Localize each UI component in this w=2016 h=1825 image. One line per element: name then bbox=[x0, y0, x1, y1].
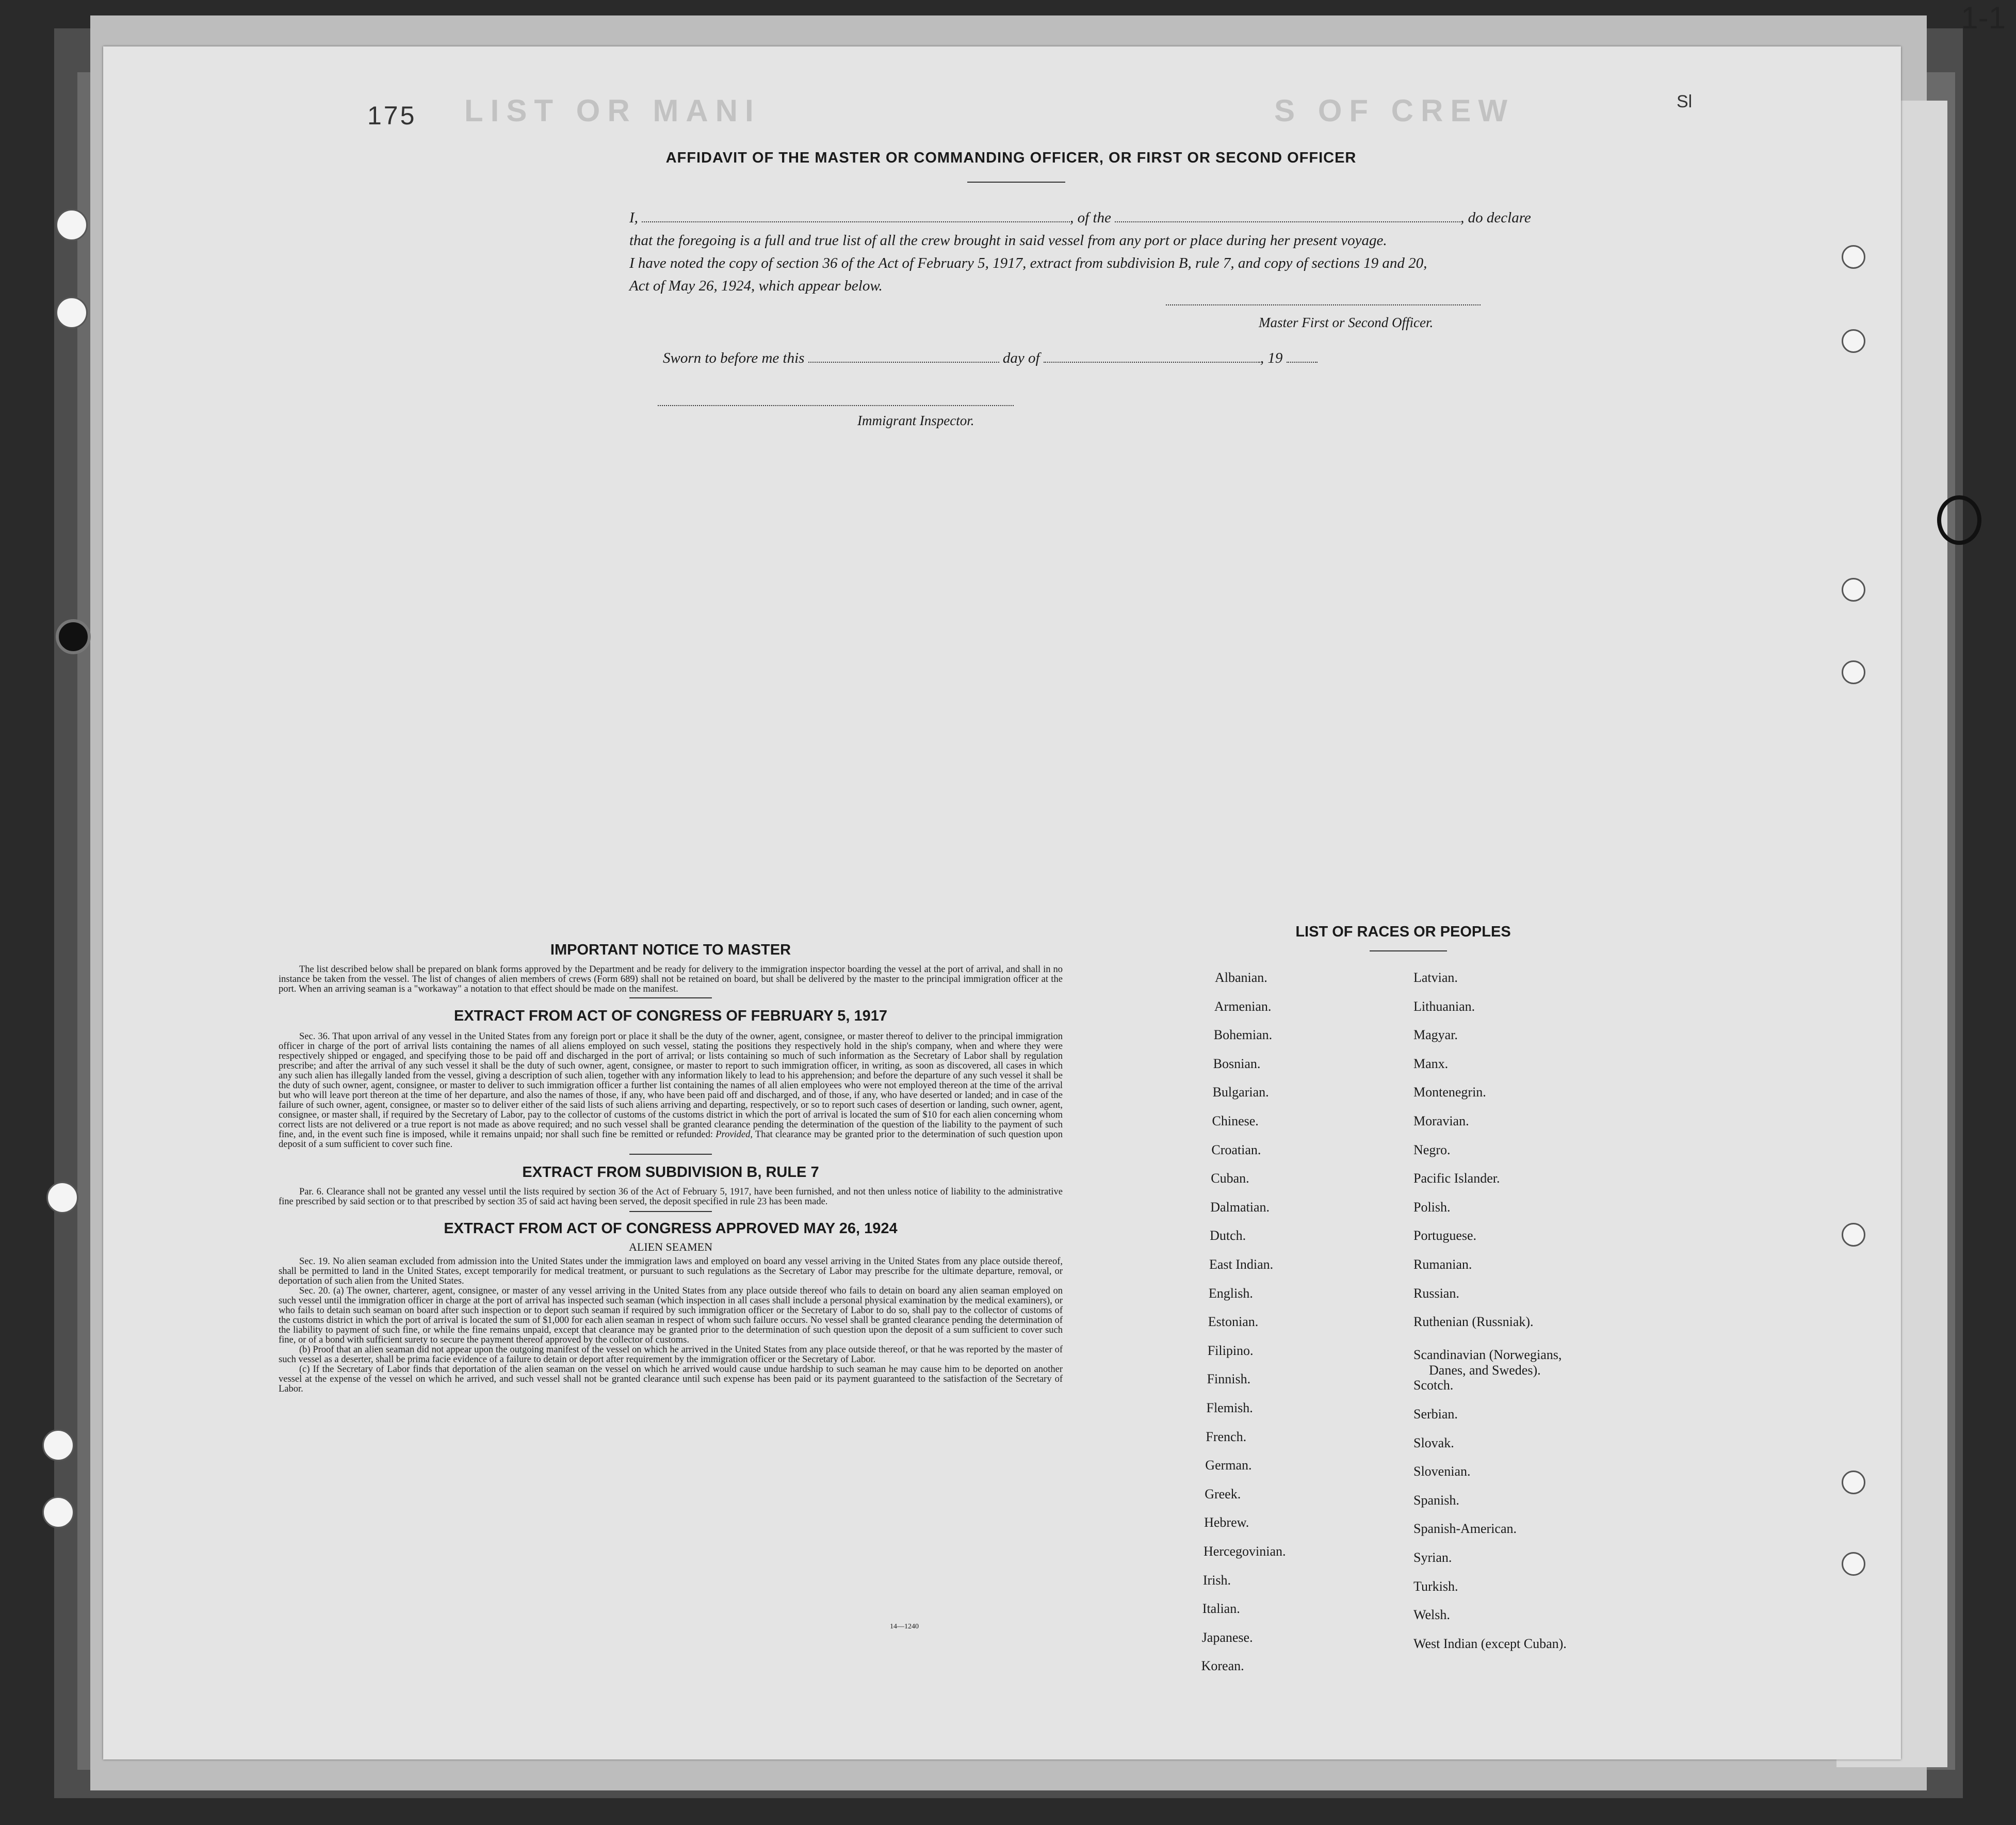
title-rule bbox=[967, 182, 1065, 183]
race-item: Korean. bbox=[1201, 1658, 1244, 1674]
race-item: Slovak. bbox=[1413, 1435, 1454, 1450]
affidavit-line3: I have noted the copy of section 36 of the Act of February 5, 1917, extract from subdivision B, rule 7, and copy of sections 19 and 20, bbox=[629, 255, 1427, 271]
binder-hole bbox=[42, 1496, 74, 1528]
race-item: Estonian. bbox=[1208, 1314, 1259, 1330]
race-item: Magyar. bbox=[1413, 1027, 1458, 1043]
race-item: Scandinavian (Norwegians, bbox=[1413, 1347, 1562, 1362]
race-item: Greek. bbox=[1205, 1486, 1241, 1501]
notice-body: The list described below shall be prepared on blank forms approved by the Department and be ready for delivery to the immigration inspector boarding the vessel at the port of arrival, and shall in no instance be taken from the vessel. The list of changes of alien members of crews (Form 689) shall not be retained on board, but shall be delivered by the master to the principal immigration officer at the port. When an arriving seaman is a "workaway" a notation to that effect should be made on the manifest. bbox=[279, 964, 1063, 994]
race-item: East Indian. bbox=[1209, 1257, 1274, 1272]
alien-seamen-subtitle: ALIEN SEAMEN bbox=[629, 1240, 712, 1253]
race-item: Dalmatian. bbox=[1210, 1199, 1270, 1215]
stamp-number: 175 bbox=[367, 101, 417, 130]
binder-hole bbox=[1937, 495, 1981, 545]
race-item: Serbian. bbox=[1413, 1407, 1458, 1422]
race-item: Welsh. bbox=[1413, 1607, 1450, 1623]
race-item: Bosnian. bbox=[1213, 1056, 1261, 1071]
race-item: Ruthenian (Russniak). bbox=[1413, 1314, 1534, 1330]
race-item: Finnish. bbox=[1207, 1371, 1251, 1387]
section-rule bbox=[629, 1154, 712, 1155]
race-item: Dutch. bbox=[1210, 1228, 1246, 1243]
sworn-day-of: day of bbox=[1002, 350, 1040, 366]
extract-1917-text-end: That clearance may be granted prior to the determination of such question upon deposit of a sum sufficient to cover such fine. bbox=[279, 1129, 1063, 1150]
sec19-body: Sec. 19. No alien seaman excluded from admission into the United States under the immigration laws and employed on board any vessel arriving in the United States from any place outside thereof, shall be permitted to land in the United States, except temporarily for medical treatment, or pursuant to such regulations as the Secretary of Labor may prescribe for the ultimate departure, removal, or deportation of such alien from the United States. bbox=[279, 1256, 1063, 1286]
extract-1924-title: EXTRACT FROM ACT OF CONGRESS APPROVED MAY 26, 1924 bbox=[444, 1220, 898, 1237]
bleed-through-text: S OF CREW bbox=[1274, 93, 1515, 128]
race-item: Flemish. bbox=[1206, 1400, 1253, 1415]
race-item: Chinese. bbox=[1212, 1113, 1259, 1128]
affidavit-of-the: , of the bbox=[1070, 209, 1111, 226]
notice-title: IMPORTANT NOTICE TO MASTER bbox=[550, 942, 791, 958]
race-item: German. bbox=[1205, 1458, 1252, 1473]
race-item: Lithuanian. bbox=[1413, 998, 1475, 1014]
affidavit-i: I, bbox=[629, 209, 638, 226]
race-item: Albanian. bbox=[1215, 970, 1267, 985]
sec20b-body: (b) Proof that an alien seaman did not appear upon the outgoing manifest of the vessel on which he arrived in the United States from any place outside thereof, or that he was reported by the master of such vessel as a deserter, shall be prima facie evidence of a failure to detain or deport after requirement by the immigration officer or the Secretary of Labor. bbox=[279, 1345, 1063, 1365]
binder-hole bbox=[1842, 1223, 1865, 1247]
affidavit-line4: Act of May 26, 1924, which appear below. bbox=[629, 278, 883, 294]
binder-hole bbox=[1842, 1471, 1865, 1494]
race-item: French. bbox=[1206, 1429, 1247, 1444]
binder-hole bbox=[56, 209, 88, 241]
race-item: Montenegrin. bbox=[1413, 1085, 1486, 1100]
race-item: West Indian (except Cuban). bbox=[1413, 1636, 1567, 1651]
binder-hole bbox=[42, 1429, 74, 1461]
affidavit-declare: , do declare bbox=[1460, 209, 1531, 226]
sworn-year-blank bbox=[1287, 362, 1318, 363]
sec20c-body: (c) If the Secretary of Labor finds that deportation of the alien seaman on the vessel on which he arrived would cause undue hardship to such seaman he may cause him to be deported on another vessel at the expense of the vessel on which he arrived, and such vessel shall not be granted clearance until such expense has been paid or its payment guaranteed to the satisfaction of the Secretary of Labor. bbox=[279, 1364, 1063, 1394]
sworn-year: , 19 bbox=[1260, 350, 1283, 366]
extract-1917-title: EXTRACT FROM ACT OF CONGRESS OF FEBRUARY 5, 1917 bbox=[453, 1008, 888, 1024]
signer-label: Master First or Second Officer. bbox=[1259, 315, 1434, 330]
signature-line bbox=[1166, 304, 1481, 305]
affidavit-line2: that the foregoing is a full and true list of all the crew brought in said vessel from any port or place during her present voyage. bbox=[629, 232, 1387, 249]
race-item: Bohemian. bbox=[1213, 1027, 1273, 1043]
race-item: Slovenian. bbox=[1413, 1464, 1471, 1479]
race-item: Filipino. bbox=[1207, 1343, 1254, 1358]
race-item: Turkish. bbox=[1413, 1578, 1458, 1594]
notice-section bbox=[279, 942, 1063, 1394]
race-item: Danes, and Swedes). bbox=[1429, 1362, 1541, 1378]
name-blank bbox=[642, 221, 1070, 222]
race-item: Cuban. bbox=[1211, 1171, 1249, 1186]
race-item: Croatian. bbox=[1211, 1142, 1261, 1157]
binder-hole bbox=[1842, 578, 1865, 602]
binder-hole bbox=[56, 619, 91, 654]
sworn-line bbox=[663, 350, 1318, 367]
inspector-label: Immigrant Inspector. bbox=[857, 413, 974, 428]
race-item: English. bbox=[1208, 1285, 1253, 1301]
provided-word: Provided, bbox=[716, 1129, 753, 1140]
binder-hole bbox=[1842, 1552, 1865, 1576]
race-item: Russian. bbox=[1413, 1285, 1459, 1301]
race-item: Irish. bbox=[1202, 1572, 1231, 1588]
sec20a-body: Sec. 20. (a) The owner, charterer, agent, consignee, or master of any vessel arriving in the United States from any place outside thereof who fails to detain on board any alien seaman employed on such vessel until the immigration officer in charge at the port of arrival has inspected such seaman (which inspection in all cases shall include a personal physical examination by the medical examiners), or who fails to detain such seaman on board after such inspection or to deport such seaman if required by such immigration officer or the Secretary of Labor to do so, shall pay to the collector of customs of the customs district in which the port of arrival is located the sum of $1,000 for each alien seaman in respect of whom such failure occurs. No vessel shall be granted clearance pending the determination of the liability to payment of such fine, or while the fine remains unpaid, except that clearance may be granted prior to the determination of such question upon the deposit of a sum sufficient to cover such fine, or of a bond with sufficient surety to secure the payment thereof approved by the collector of customs. bbox=[279, 1286, 1063, 1345]
race-item: Latvian. bbox=[1413, 970, 1458, 985]
affidavit-title: AFFIDAVIT OF THE MASTER OR COMMANDING OFFICER, OR FIRST OR SECOND OFFICER bbox=[665, 150, 1357, 166]
extract-1917-body bbox=[279, 1032, 1063, 1150]
race-item: Japanese. bbox=[1201, 1629, 1253, 1645]
affidavit-text bbox=[629, 206, 1609, 297]
races-rule bbox=[1370, 950, 1447, 951]
sworn-text: Sworn to before me this bbox=[663, 350, 805, 366]
races-title: LIST OF RACES OR PEOPLES bbox=[1295, 924, 1511, 940]
race-item: Polish. bbox=[1413, 1199, 1451, 1215]
section-rule bbox=[629, 997, 712, 998]
race-item: Manx. bbox=[1413, 1056, 1449, 1071]
binder-hole bbox=[46, 1182, 78, 1214]
corner-mark: 1-1 bbox=[1961, 1, 2006, 35]
bleed-through-text: LIST OR MANI bbox=[464, 93, 761, 128]
document-page bbox=[103, 46, 1901, 1759]
margin-mark: Sl bbox=[1677, 92, 1693, 111]
binder-hole bbox=[56, 297, 88, 329]
race-item: Scotch. bbox=[1413, 1378, 1454, 1393]
race-item: Spanish. bbox=[1413, 1492, 1459, 1508]
rule7-title: EXTRACT FROM SUBDIVISION B, RULE 7 bbox=[522, 1164, 819, 1181]
sworn-day-blank bbox=[808, 362, 999, 363]
binder-hole bbox=[1842, 245, 1865, 269]
race-item: Moravian. bbox=[1413, 1113, 1469, 1128]
race-item: Spanish-American. bbox=[1413, 1521, 1517, 1537]
race-item: Hercegovinian. bbox=[1204, 1544, 1286, 1559]
form-number: 14—1240 bbox=[890, 1623, 919, 1630]
race-item: Armenian. bbox=[1214, 998, 1272, 1014]
race-item: Negro. bbox=[1413, 1142, 1451, 1157]
binder-hole bbox=[1842, 660, 1865, 684]
sworn-month-blank bbox=[1044, 362, 1260, 363]
race-item: Portuguese. bbox=[1413, 1228, 1477, 1243]
race-item: Hebrew. bbox=[1204, 1515, 1249, 1530]
section-rule bbox=[629, 1211, 712, 1212]
race-item: Italian. bbox=[1202, 1601, 1240, 1617]
race-item: Syrian. bbox=[1413, 1550, 1452, 1565]
race-item: Rumanian. bbox=[1413, 1257, 1472, 1272]
race-item: Bulgarian. bbox=[1212, 1085, 1269, 1100]
race-item: Pacific Islander. bbox=[1413, 1171, 1500, 1186]
inspector-signature-line bbox=[658, 405, 1014, 406]
extract-1917-text: Sec. 36. That upon arrival of any vessel in the United States from any foreign port or place it shall be the duty of the owner, agent, consignee, or master thereof to deliver to the principal immigration officer in charge of the port of arrival lists containing the names of all aliens employed on such vessel, stating the positions they respectively hold in the ship's company, when and where they were respectively shipped or engaged, and specifying those to be paid off and discharged in the port of arrival; or lists containing so much of such information as the Secretary of Labor shall by regulation prescribe; and after the arrival of any such vessel it shall be the duty of such owner, agent, consignee, or master to report to such immigration officer, in writing, as soon as discovered, all cases in which any such alien has illegally landed from the vessel, giving a description of such alien, together with any information likely to lead to his apprehension; and before the departure of any such vessel it shall be the duty of such owner, agent, consignee, or master to deliver to such immigration officer a further list containing the names of all alien employees who were not employed thereon at the time of the arrival but who will leave port thereon at the time of her departure, and also the names of those, if any, who have been paid off and discharged, and of those, if any, who have deserted or landed; and in case of the failure of such owner, agent, consignee, or master so to deliver either of the said lists of such aliens arriving and departing, respectively, or so to report such cases of desertion or landing, such owner, agent, consignee, or master shall, if required by the Secretary of Labor, pay to the collector of customs of the customs district in which the port of arrival is located the sum of $10 for each alien concerning whom correct lists are not delivered or a true report is not made as above required; and no such vessel shall be granted clearance pending the determination of the question of the liability to the payment of such fine, and, in the event such fine is imposed, while it remains unpaid; nor shall such fine be remitted or refunded: bbox=[279, 1031, 1063, 1140]
rule7-body: Par. 6. Clearance shall not be granted any vessel until the lists required by section 36 of the Act of February 5, 1917, have been furnished, and not then unless notice of liability to the administrative fine prescribed by said section or to that prescribed by section 35 of said act having been served, the deposit specified in rule 23 has been made. bbox=[279, 1187, 1063, 1207]
binder-hole bbox=[1842, 329, 1865, 353]
vessel-blank bbox=[1115, 221, 1460, 222]
